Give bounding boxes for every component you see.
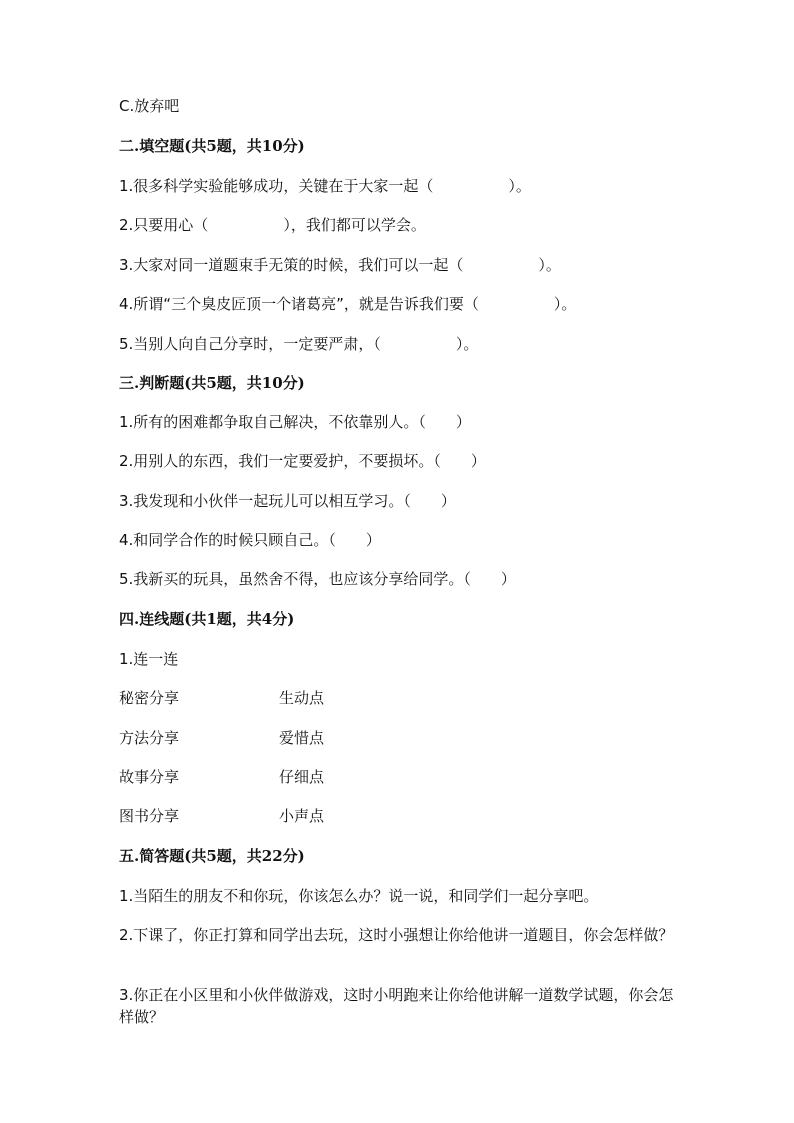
- matching-right-item: 爱惜点: [279, 729, 325, 747]
- true-false-question: 2.用别人的东西，我们一定要爱护，不要损坏。（ ）: [119, 452, 486, 470]
- section-heading-short-answer: 五.简答题(共5题，共22分): [119, 847, 305, 865]
- short-answer-question: 2.下课了，你正打算和同学出去玩，这时小强想让你给他讲一道题目，你会怎样做？: [119, 926, 674, 944]
- matching-left-item: 方法分享: [119, 729, 180, 747]
- true-false-question: 5.我新买的玩具，虽然舍不得，也应该分享给同学。（ ）: [119, 570, 516, 588]
- fill-blank-question: 5.当别人向自己分享时，一定要严肃，（ ）。: [119, 335, 479, 353]
- true-false-question: 3.我发现和小伙伴一起玩儿可以相互学习。（ ）: [119, 492, 456, 510]
- choice-option-c: C.放弃吧: [119, 97, 180, 115]
- fill-blank-question: 3.大家对同一道题束手无策的时候，我们可以一起（ ）。: [119, 256, 561, 274]
- matching-left-item: 故事分享: [119, 768, 180, 786]
- short-answer-question: 1.当陌生的朋友不和你玩，你该怎么办？说一说，和同学们一起分享吧。: [119, 887, 599, 905]
- section-heading-true-false: 三.判断题(共5题，共10分): [119, 374, 305, 392]
- matching-left-item: 图书分享: [119, 807, 180, 825]
- matching-right-item: 小声点: [279, 807, 325, 825]
- section-heading-fill-blank: 二.填空题(共5题，共10分): [119, 137, 305, 155]
- matching-left-item: 秘密分享: [119, 689, 180, 707]
- matching-right-item: 仔细点: [279, 768, 325, 786]
- fill-blank-question: 2.只要用心（ ），我们都可以学会。: [119, 216, 426, 234]
- fill-blank-question: 1.很多科学实验能够成功，关键在于大家一起（ ）。: [119, 177, 531, 195]
- true-false-question: 4.和同学合作的时候只顾自己。（ ）: [119, 531, 381, 549]
- true-false-question: 1.所有的困难都争取自己解决，不依靠别人。（ ）: [119, 413, 471, 431]
- short-answer-question: 3.你正在小区里和小伙伴做游戏，这时小明跑来让你给他讲解一道数学试题，你会怎样做？: [119, 986, 674, 1026]
- matching-prompt: 1.连一连: [119, 650, 179, 668]
- fill-blank-question: 4.所谓“三个臭皮匠顶一个诸葛亮”，就是告诉我们要（ ）。: [119, 295, 577, 313]
- matching-right-item: 生动点: [279, 689, 325, 707]
- section-heading-matching: 四.连线题(共1题，共4分): [119, 610, 295, 628]
